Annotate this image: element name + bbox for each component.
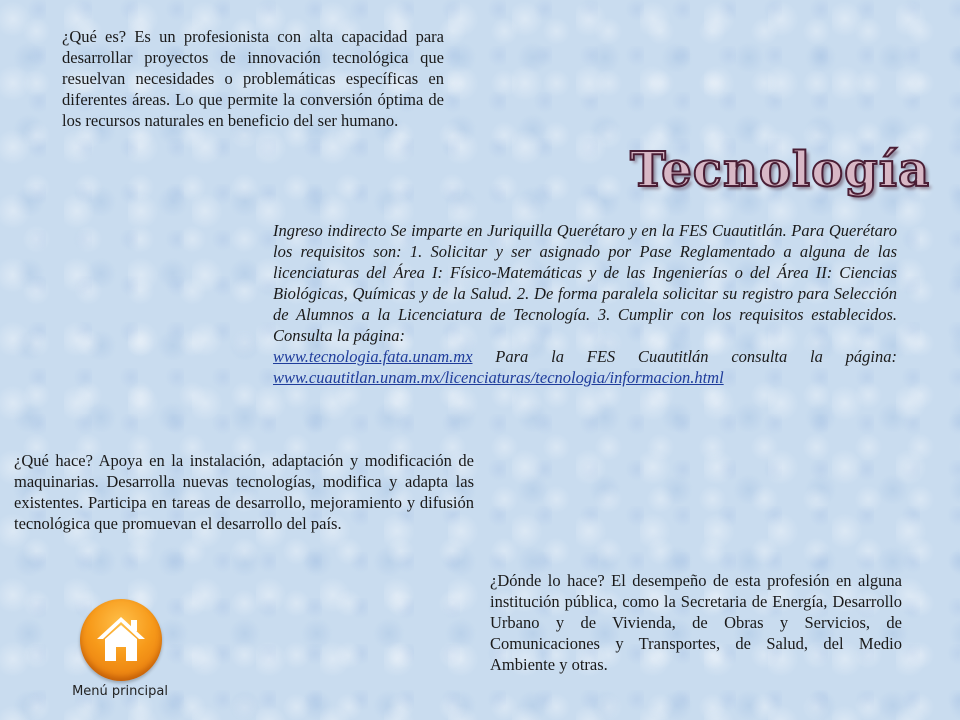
- que-es-paragraph: ¿Qué es? Es un profesionista con alta capacidad para desarrollar proyectos de innovación tecnológica que resuelvan necesidades o problemáticas específicas en diferentes áreas. Lo que permite la conversión óptima de los recursos naturales en beneficio del ser humano.: [62, 27, 444, 130]
- donde-paragraph: ¿Dónde lo hace? El desempeño de esta profesión en alguna institución pública, como la Secretaria de Energía, Desarrollo Urbano y de Vivienda, de Obras y Servicios, de Comunicaciones y Transportes, de Salud, del Medio Ambiente y otras.: [490, 571, 902, 674]
- home-icon: [93, 611, 149, 667]
- home-button[interactable]: [80, 599, 162, 681]
- cuautitlan-link[interactable]: www.cuautitlan.unam.mx/licenciaturas/tecnologia/informacion.html: [273, 368, 724, 387]
- page-title: Tecnología: [630, 142, 931, 198]
- ingreso-text: Ingreso indirecto Se imparte en Juriquilla Querétaro y en la FES Cuautitlán. Para Querétaro los requisitos son: 1. Solicitar y ser asignado por Pase Reglamentado a alguna de las licenciaturas del Área I: Físico-Matemáticas y de las Ingenierías o del Área II: Ciencias Biológicas, Químicas y de la Salud. 2. De forma paralela solicitar su registro para Selección de Alumnos a la Licenciatura de Tecnología. 3. Cumplir con los requisitos establecidos. Consulta la página:: [273, 221, 897, 345]
- ingreso-paragraph: [273, 220, 897, 388]
- ingreso-middle-text: Para la FES Cuautitlán consulta la página:: [472, 347, 897, 366]
- que-hace-paragraph: ¿Qué hace? Apoya en la instalación, adaptación y modificación de maquinarias. Desarrolla nuevas tecnologías, modifica y adapta las existentes. Participa en tareas de desarrollo, mejoramiento y difusión tecnológica que promuevan el desarrollo del país.: [14, 451, 474, 533]
- tecnologia-fata-link[interactable]: www.tecnologia.fata.unam.mx: [273, 347, 473, 366]
- home-label: Menú principal: [72, 684, 168, 699]
